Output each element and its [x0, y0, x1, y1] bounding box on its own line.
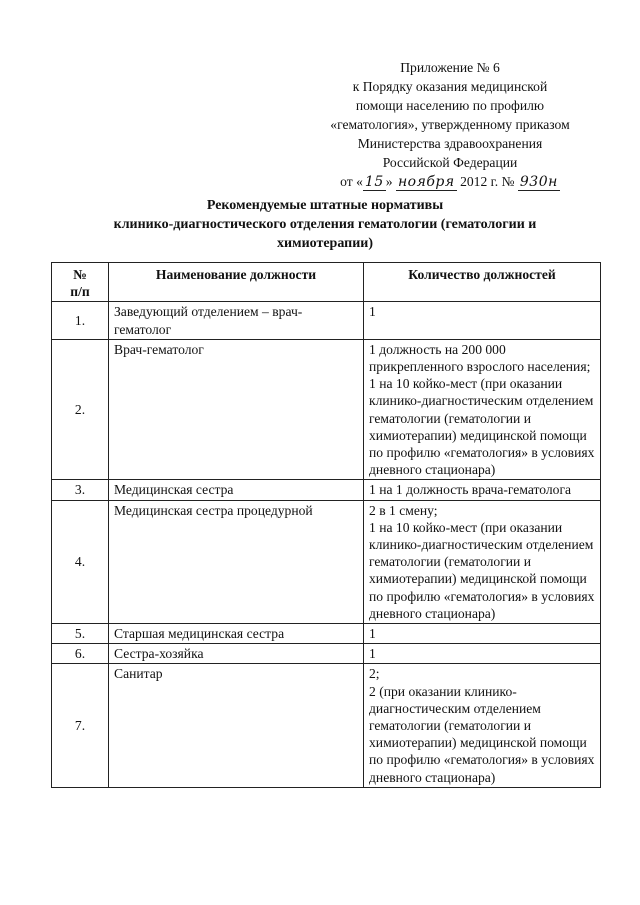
position-name: Медицинская сестра — [109, 480, 364, 500]
count-line: 1 на 10 койко-мест (при оказании клинико-диагностическим отделением гематологии (гематологии и химиотерапии) медицинской помощи по профилю «гематология» в условиях дневного стационара) — [369, 376, 595, 478]
title-line: клинико-диагностического отделения гематологии (гематологии и — [113, 217, 537, 232]
count-line: 1 должность на 200 000 прикрепленного взрослого населения; — [369, 341, 591, 375]
date-year: 2012 г. № — [460, 174, 515, 189]
row-number: 3. — [52, 480, 109, 500]
appendix-ref-line: помощи населению по профилю — [355, 98, 545, 113]
row-number: 5. — [52, 624, 109, 644]
table-row — [52, 644, 601, 664]
count-line: 2 в 1 смену; — [369, 502, 438, 518]
position-count: 1 — [364, 302, 601, 339]
position-count — [364, 500, 601, 623]
table-header-row — [52, 263, 601, 302]
header-num-line: п/п — [70, 284, 90, 300]
position-name: Заведующий отделением – врач-гематолог — [109, 302, 364, 339]
header-num-line: № — [73, 267, 87, 282]
count-line: 1 на 10 койко-мест (при оказании клинико-диагностическим отделением гематологии (гематологии и химиотерапии) медицинской помощи по профилю «гематология» в условиях дневного стационара) — [369, 519, 595, 621]
appendix-ref-line: Российской Федерации — [382, 155, 518, 170]
position-count: 1 — [364, 624, 601, 644]
position-name: Санитар — [109, 664, 364, 787]
title-line: химиотерапии) — [276, 236, 374, 251]
row-number: 7. — [52, 664, 109, 787]
header-position-name: Наименование должности — [109, 263, 364, 302]
header-position-count: Количество должностей — [364, 263, 601, 302]
handwritten-order-number: 930н — [519, 174, 558, 190]
position-name: Старшая медицинская сестра — [109, 624, 364, 644]
table-row — [52, 664, 601, 787]
title-line: Рекомендуемые штатные нормативы — [206, 198, 444, 213]
position-count — [364, 339, 601, 480]
row-number: 4. — [52, 500, 109, 623]
row-number: 2. — [52, 339, 109, 480]
table-row — [52, 302, 601, 339]
count-line: 2; — [369, 666, 380, 682]
handwritten-month: ноября — [397, 174, 455, 190]
handwritten-day: 15 — [364, 174, 384, 190]
table-row — [52, 339, 601, 480]
appendix-number: Приложение № 6 — [400, 60, 500, 75]
table-row — [52, 624, 601, 644]
row-number: 6. — [52, 644, 109, 664]
document-title — [90, 196, 560, 253]
appendix-ref-line: Министерства здравоохранения — [357, 136, 543, 151]
table-row — [52, 500, 601, 623]
position-name: Врач-гематолог — [109, 339, 364, 480]
appendix-ref-line: «гематология», утвержденному приказом — [330, 117, 570, 132]
appendix-header — [300, 58, 600, 191]
appendix-ref-line: к Порядку оказания медицинской — [352, 79, 548, 94]
position-count: 1 на 1 должность врача-гематолога — [364, 480, 601, 500]
position-name: Сестра-хозяйка — [109, 644, 364, 664]
position-count — [364, 664, 601, 787]
position-name: Медицинская сестра процедурной — [109, 500, 364, 623]
date-quote: » — [385, 174, 393, 189]
table-row — [52, 480, 601, 500]
date-prefix: от « — [340, 174, 363, 189]
row-number: 1. — [52, 302, 109, 339]
header-num — [52, 263, 109, 302]
count-line: 2 (при оказании клинико-диагностическим отделением гематологии (гематологии и химиотерапии) медицинской помощи по профилю «гематология» в условиях дневного стационара) — [369, 683, 595, 785]
staffing-table — [51, 262, 601, 788]
order-date-line — [300, 172, 600, 191]
position-count: 1 — [364, 644, 601, 664]
